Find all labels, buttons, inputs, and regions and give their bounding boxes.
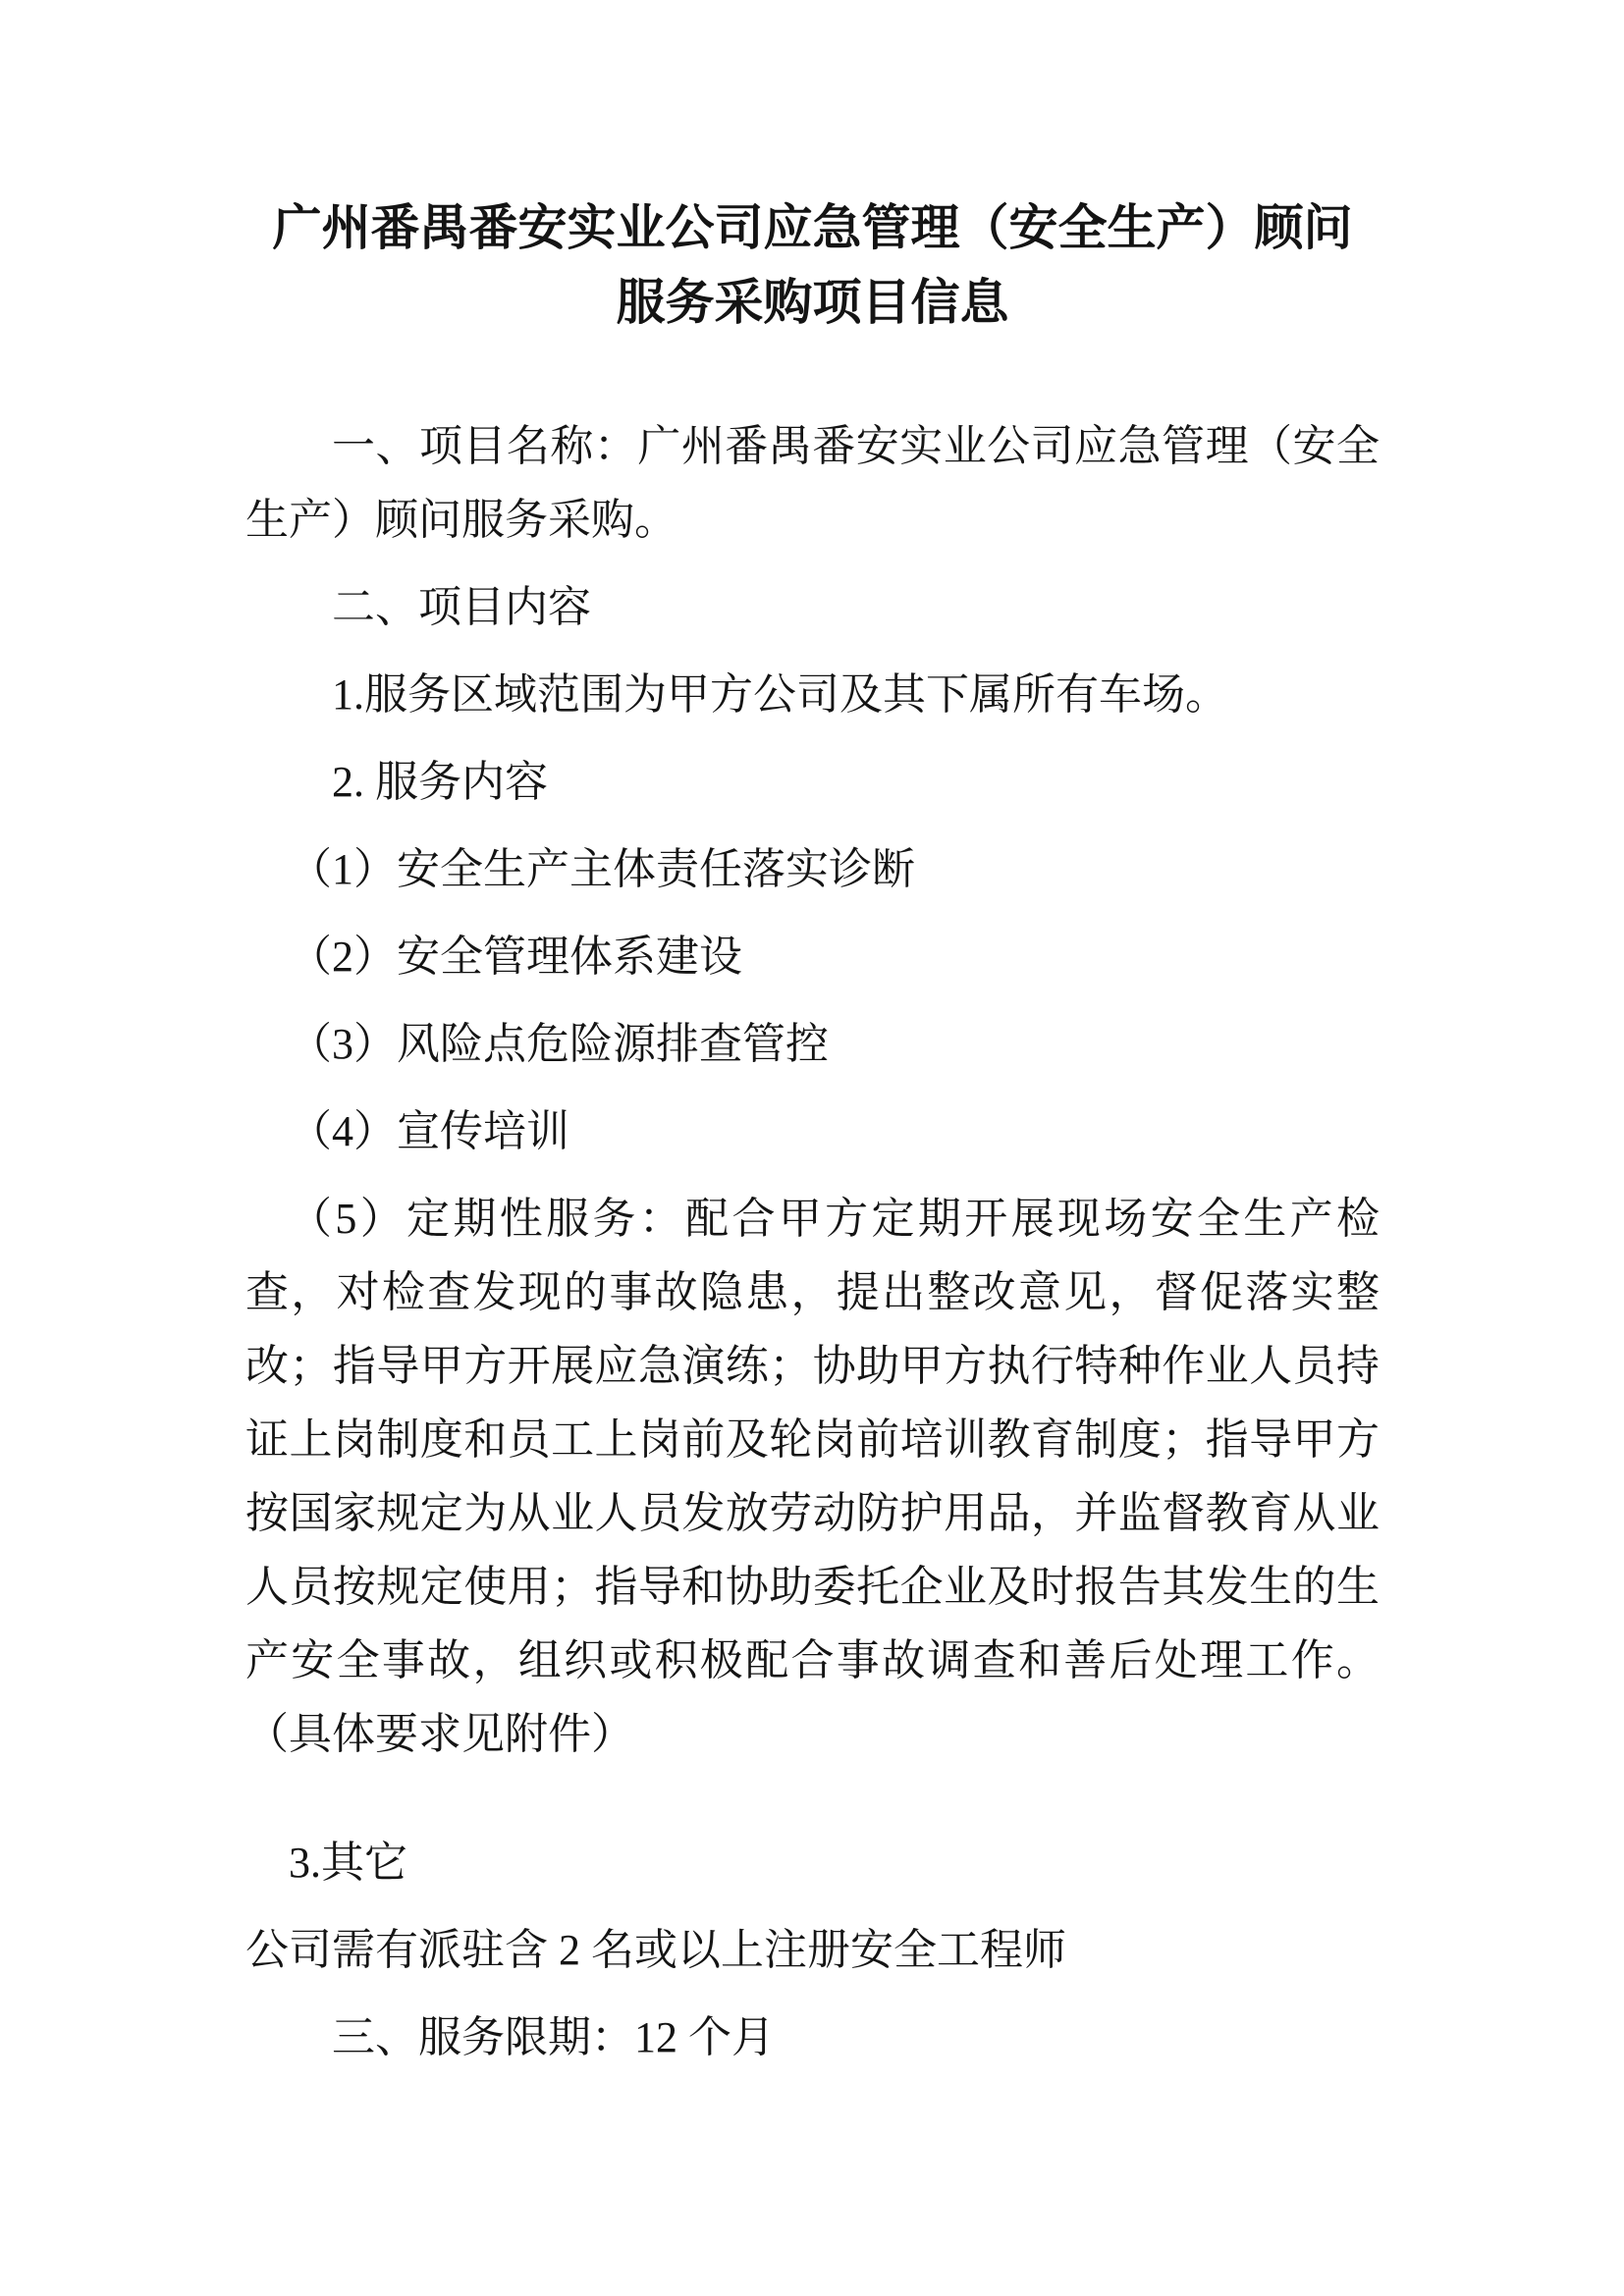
- document-title: [245, 190, 1380, 340]
- para-service-area: 1.服务区域范围为甲方公司及其下属所有车场。: [332, 670, 1228, 719]
- para-service-item-5: （5）定期性服务：配合甲方定期开展现场安全生产检查，对检查发现的事故隐患，提出整改意见，督促落实整改；指导甲方开展应急演练；协助甲方执行特种作业人员持证上岗制度和员工上岗前及轮岗前培训教育制度；指导甲方按国家规定为从业人员发放劳动防护用品，并监督教育从业人员按规定使用；指导和协助委托企业及时报告其发生的生产安全事故，组织或积极配合事故调查和善后处理工作。（具体要求见附件）: [245, 1195, 1380, 1758]
- para-project-content-heading: 二、项目内容: [332, 583, 591, 631]
- title-line-2: 服务采购项目信息: [616, 275, 1009, 330]
- para-engineer-requirement: 公司需有派驻含 2 名或以上注册安全工程师: [245, 1926, 1066, 1974]
- para-service-item-1: （1）安全生产主体责任落实诊断: [289, 845, 915, 893]
- para-service-item-2: （2）安全管理体系建设: [289, 933, 742, 981]
- para-service-item-4: （4）宣传培训: [289, 1107, 569, 1155]
- title-line-1: 广州番禺番安实业公司应急管理（安全生产）顾问: [272, 200, 1353, 255]
- para-project-name: 一、项目名称：广州番禺番安实业公司应急管理（安全生产）顾问服务采购。: [245, 422, 1380, 544]
- document-body: [245, 409, 1380, 2074]
- para-service-item-3: （3）风险点危险源排查管控: [289, 1020, 829, 1068]
- para-service-content-heading: 2. 服务内容: [332, 758, 548, 806]
- para-service-period: 三、服务限期：12 个月: [332, 2013, 775, 2061]
- para-other-heading: 3.其它: [289, 1839, 407, 1887]
